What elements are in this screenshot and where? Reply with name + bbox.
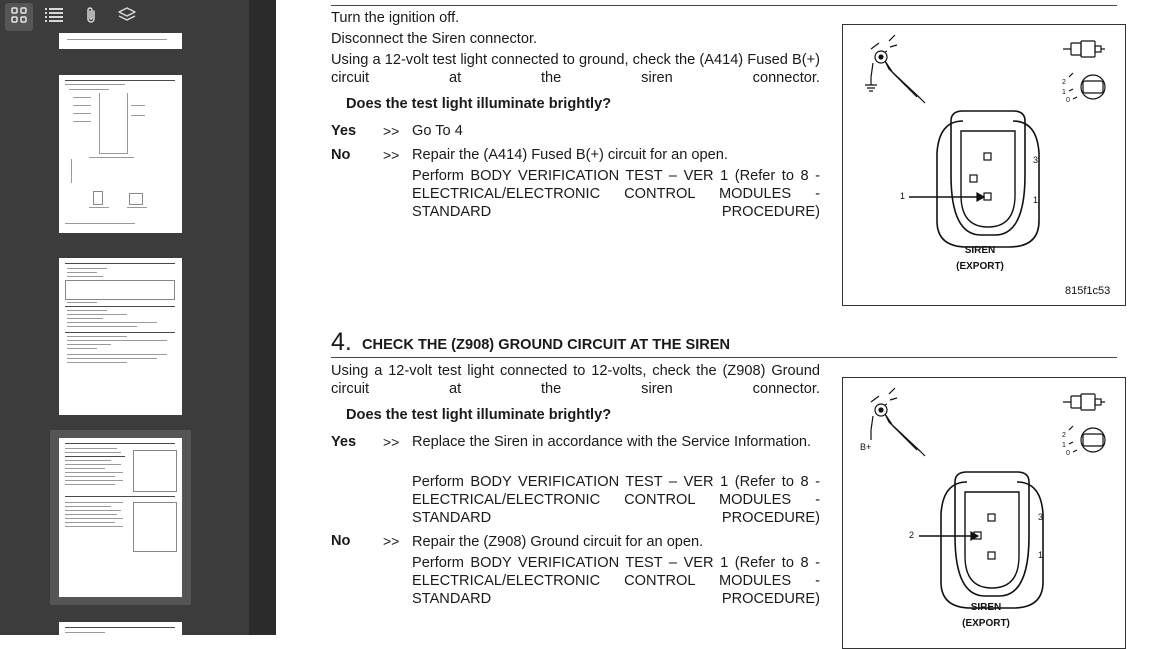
sidebar-toolbar [0,0,249,33]
paperclip-icon [84,6,98,29]
grid-icon [11,7,27,28]
verification-procedure: Perform BODY VERIFICATION TEST – VER 1 (Refer to 8 - ELECTRICAL/ELECTRONIC CONTROL MODULES - STANDARD PROCEDURE) [412,555,820,607]
figure-caption: (EXPORT) [956,261,1004,272]
page-thumbnail[interactable] [59,258,182,415]
list-icon [45,7,63,28]
no-arrow: >> [383,147,400,163]
key-position-label: 0 [1066,450,1070,457]
yes-action: Replace the Siren in accordance with the Service Information. [412,434,812,450]
page-thumbnail[interactable] [59,33,182,49]
page-thumbnail-current[interactable] [59,438,182,597]
key-position-label: 2 [1062,79,1066,86]
bplus-label: B+ [860,442,872,452]
pin-callout: 1 [1038,550,1044,560]
yes-arrow: >> [383,434,400,450]
no-arrow: >> [383,533,400,549]
layers-icon [118,7,136,28]
yes-label: Yes [331,123,357,139]
figure-caption: SIREN [970,602,1002,613]
yes-action: Go To 4 [412,123,463,139]
page-thumbnail[interactable] [59,622,182,635]
key-position-label: 1 [1062,89,1066,96]
pin-callout: 1 [1033,195,1039,205]
figure-caption: (EXPORT) [962,618,1010,629]
pin-callout: 3 [1033,155,1039,165]
step-number: 4. [331,328,352,356]
top-rule [331,5,1117,6]
no-label: No [331,147,351,163]
key-position-label: 2 [1062,432,1066,439]
step-title: CHECK THE (Z908) GROUND CIRCUIT AT THE SIREN [362,337,731,353]
layers-tab[interactable] [113,3,141,31]
no-action: Repair the (Z908) Ground circuit for an open. [412,534,704,550]
figure-id: 815f1c53 [1065,285,1111,297]
instruction-line: Turn the ignition off. [331,10,460,26]
figure-caption: SIREN [964,245,996,256]
pin-callout: 2 [909,530,915,540]
pin-callout: 3 [1038,512,1044,522]
key-position-label: 1 [1062,442,1066,449]
outline-tab[interactable] [40,3,68,31]
yes-arrow: >> [383,123,400,139]
document-page [276,0,1170,635]
instruction-line: Disconnect the Siren connector. [331,31,538,47]
siren-ground-figure [842,377,1126,649]
pin-callout: 1 [900,191,906,201]
verification-procedure: Perform BODY VERIFICATION TEST – VER 1 (Refer to 8 - ELECTRICAL/ELECTRONIC CONTROL MODULES - STANDARD PROCEDURE) [412,168,820,220]
instruction-paragraph: Using a 12-volt test light connected to ground, check the (A414) Fused B(+) circuit at the siren connector. [331,52,820,86]
thumbnails-tab[interactable] [5,3,33,31]
step-rule [331,357,1117,358]
page-thumbnail[interactable] [59,75,182,233]
test-question: Does the test light illuminate brightly? [346,96,612,112]
no-action: Repair the (A414) Fused B(+) circuit for an open. [412,147,728,163]
thumbnail-sidebar [0,0,249,635]
no-label: No [331,533,351,549]
siren-connector-figure [842,24,1126,306]
attachments-tab[interactable] [77,3,105,31]
yes-label: Yes [331,434,357,450]
key-position-label: 0 [1066,97,1070,104]
sidebar-divider[interactable] [249,0,276,635]
verification-procedure: Perform BODY VERIFICATION TEST – VER 1 (Refer to 8 - ELECTRICAL/ELECTRONIC CONTROL MODULES - STANDARD PROCEDURE) [412,474,820,526]
test-question: Does the test light illuminate brightly? [346,407,612,423]
instruction-paragraph: Using a 12-volt test light connected to 12-volts, check the (Z908) Ground circuit at the siren connector. [331,363,820,397]
